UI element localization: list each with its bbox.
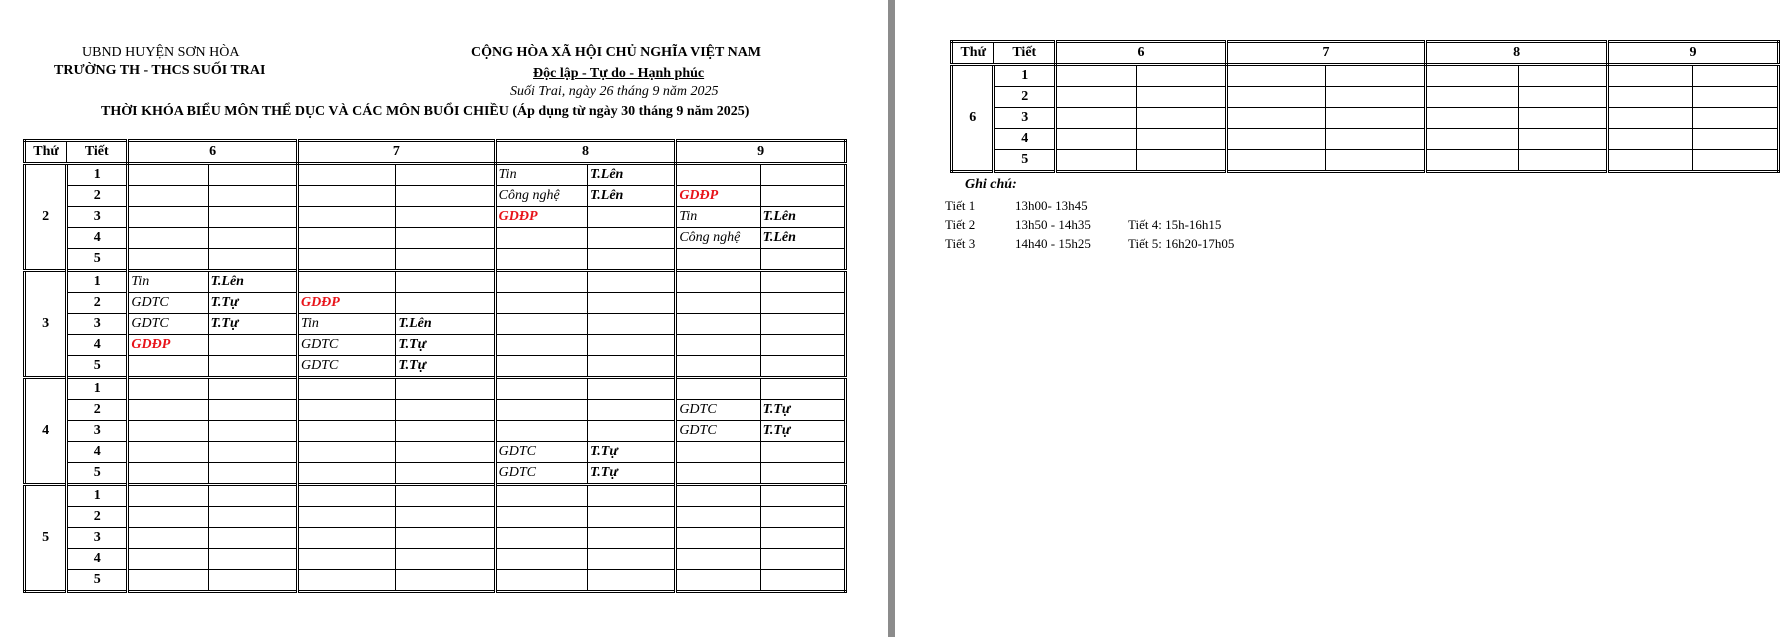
timetable-row: [25, 421, 846, 442]
timetable-row: [25, 293, 846, 314]
period-cell: 2: [67, 507, 128, 528]
period-cell: 4: [994, 129, 1056, 150]
timetable-row: [952, 65, 1779, 87]
teacher-cell: [396, 249, 495, 271]
subject-cell: [495, 400, 587, 421]
teacher-cell: [760, 507, 845, 528]
teacher-cell: [588, 485, 676, 507]
timetable-row: [952, 150, 1779, 172]
teacher-cell: [760, 186, 845, 207]
teacher-cell: [760, 356, 845, 378]
teacher-cell: [588, 271, 676, 293]
timetable-row: [25, 549, 846, 570]
teacher-cell: [208, 400, 297, 421]
subject-cell: [495, 356, 587, 378]
subject-cell: [297, 570, 395, 592]
subject-cell: [1608, 129, 1693, 150]
teacher-cell: [208, 356, 297, 378]
teacher-cell: [208, 335, 297, 356]
teacher-cell: [396, 228, 495, 249]
subject-cell: GDTC: [297, 356, 395, 378]
teacher-cell: [588, 207, 676, 228]
teacher-cell: T.Tự: [760, 400, 845, 421]
day-cell: 3: [25, 271, 67, 378]
day-cell: 4: [25, 378, 67, 485]
subject-cell: [1608, 87, 1693, 108]
period-cell: 5: [67, 249, 128, 271]
grade-8-header: 8: [495, 141, 676, 164]
teacher-cell: [208, 549, 297, 570]
teacher-cell: [1519, 129, 1608, 150]
subject-cell: [495, 378, 587, 400]
subject-cell: [1426, 150, 1519, 172]
date-line: Suối Trai, ngày 26 tháng 9 năm 2025: [510, 84, 719, 99]
teacher-cell: [760, 485, 845, 507]
col-period-header: Tiết: [994, 42, 1056, 65]
timetable-left: [23, 139, 847, 593]
timetable-row: [25, 271, 846, 293]
teacher-cell: [1326, 65, 1426, 87]
period-cell: 4: [67, 228, 128, 249]
subject-cell: [1426, 65, 1519, 87]
page-right: [895, 0, 1792, 637]
district-name: UBND HUYỆN SƠN HÒA: [82, 45, 240, 60]
period-cell: 5: [67, 570, 128, 592]
teacher-cell: [760, 463, 845, 485]
teacher-cell: [396, 271, 495, 293]
teacher-cell: T.Lên: [396, 314, 495, 335]
period-cell: 2: [994, 87, 1056, 108]
subject-cell: [495, 271, 587, 293]
teacher-cell: [1136, 87, 1226, 108]
period-cell: 1: [67, 485, 128, 507]
subject-cell: [128, 249, 208, 271]
teacher-cell: [760, 249, 845, 271]
subject-cell: [676, 485, 760, 507]
teacher-cell: [396, 463, 495, 485]
subject-cell: [676, 314, 760, 335]
subject-cell: [495, 293, 587, 314]
teacher-cell: T.Tự: [396, 356, 495, 378]
subject-cell: [297, 528, 395, 549]
teacher-cell: [1692, 150, 1778, 172]
subject-cell: [676, 549, 760, 570]
subject-cell: GDTC: [495, 463, 587, 485]
subject-cell: Tin: [676, 207, 760, 228]
col-day-header: Thứ: [952, 42, 994, 65]
subject-cell: [297, 228, 395, 249]
timetable-row: [952, 108, 1779, 129]
subject-cell: [1426, 108, 1519, 129]
subject-cell: [495, 421, 587, 442]
teacher-cell: [396, 207, 495, 228]
subject-cell: [1608, 108, 1693, 129]
subject-cell: [495, 314, 587, 335]
subject-cell: [297, 442, 395, 463]
teacher-cell: [1136, 65, 1226, 87]
subject-cell: [495, 549, 587, 570]
period-cell: 4: [67, 549, 128, 570]
period-cell: 5: [67, 463, 128, 485]
timetable-row: [25, 507, 846, 528]
teacher-cell: [760, 442, 845, 463]
teacher-cell: [396, 421, 495, 442]
subject-cell: [297, 378, 395, 400]
teacher-cell: [396, 570, 495, 592]
teacher-cell: [208, 249, 297, 271]
subject-cell: Công nghệ: [495, 186, 587, 207]
timetable-row: [25, 528, 846, 549]
teacher-cell: [760, 528, 845, 549]
teacher-cell: [760, 293, 845, 314]
subject-cell: GDĐP: [495, 207, 587, 228]
teacher-cell: [1519, 150, 1608, 172]
subject-cell: GDTC: [128, 314, 208, 335]
timetable-row: [952, 129, 1779, 150]
teacher-cell: T.Lên: [760, 228, 845, 249]
teacher-cell: [396, 186, 495, 207]
teacher-cell: [588, 507, 676, 528]
teacher-cell: [760, 164, 845, 186]
subject-cell: Tin: [297, 314, 395, 335]
teacher-cell: T.Tự: [588, 442, 676, 463]
subject-cell: [128, 186, 208, 207]
subject-cell: [128, 507, 208, 528]
teacher-cell: [208, 528, 297, 549]
subject-cell: [1226, 65, 1325, 87]
period-cell: 2: [67, 186, 128, 207]
day-cell: 6: [952, 65, 994, 172]
grade-7-header: 7: [297, 141, 495, 164]
timetable-row: [25, 314, 846, 335]
timetable-row: [25, 400, 846, 421]
teacher-cell: [760, 271, 845, 293]
teacher-cell: [208, 207, 297, 228]
note-period-1-label: Tiết 1: [945, 198, 976, 213]
period-cell: 5: [67, 356, 128, 378]
teacher-cell: [1326, 108, 1426, 129]
subject-cell: [297, 400, 395, 421]
timetable-right: [950, 40, 1780, 173]
teacher-cell: T.Lên: [588, 186, 676, 207]
subject-cell: [495, 249, 587, 271]
teacher-cell: [588, 378, 676, 400]
subject-cell: [297, 164, 395, 186]
teacher-cell: [1519, 108, 1608, 129]
subject-cell: GDTC: [676, 400, 760, 421]
teacher-cell: T.Tự: [760, 421, 845, 442]
subject-cell: [676, 271, 760, 293]
subject-cell: [1426, 87, 1519, 108]
subject-cell: Công nghệ: [676, 228, 760, 249]
period-cell: 3: [67, 421, 128, 442]
subject-cell: [495, 485, 587, 507]
timetable-row: [25, 378, 846, 400]
teacher-cell: T.Tự: [588, 463, 676, 485]
teacher-cell: [396, 485, 495, 507]
subject-cell: [297, 421, 395, 442]
subject-cell: [128, 378, 208, 400]
subject-cell: [128, 549, 208, 570]
subject-cell: [495, 570, 587, 592]
subject-cell: [1426, 129, 1519, 150]
teacher-cell: T.Tự: [396, 335, 495, 356]
teacher-cell: [588, 335, 676, 356]
teacher-cell: [208, 378, 297, 400]
teacher-cell: [208, 442, 297, 463]
subject-cell: [676, 164, 760, 186]
teacher-cell: [588, 293, 676, 314]
subject-cell: Tin: [495, 164, 587, 186]
teacher-cell: [588, 400, 676, 421]
subject-cell: [495, 528, 587, 549]
period-cell: 2: [67, 400, 128, 421]
teacher-cell: [588, 570, 676, 592]
timetable-row: [25, 463, 846, 485]
timetable-row: [952, 87, 1779, 108]
teacher-cell: [1326, 150, 1426, 172]
period-cell: 1: [67, 271, 128, 293]
timetable-row: [25, 442, 846, 463]
teacher-cell: T.Tự: [208, 314, 297, 335]
note-period-4: Tiết 4: 15h-16h15: [1128, 217, 1222, 232]
subject-cell: GDĐP: [676, 186, 760, 207]
period-cell: 4: [67, 335, 128, 356]
teacher-cell: [208, 186, 297, 207]
subject-cell: [297, 207, 395, 228]
subject-cell: [676, 463, 760, 485]
teacher-cell: [760, 570, 845, 592]
teacher-cell: [208, 485, 297, 507]
subject-cell: [1056, 129, 1137, 150]
subject-cell: [1226, 129, 1325, 150]
teacher-cell: T.Lên: [208, 271, 297, 293]
grade-9-header: 9: [1608, 42, 1779, 65]
period-cell: 4: [67, 442, 128, 463]
teacher-cell: [1326, 129, 1426, 150]
subject-cell: [128, 485, 208, 507]
notes-title: Ghi chú:: [965, 177, 1017, 192]
subject-cell: GDĐP: [297, 293, 395, 314]
period-cell: 1: [994, 65, 1056, 87]
subject-cell: [128, 463, 208, 485]
teacher-cell: [1326, 87, 1426, 108]
subject-cell: [297, 549, 395, 570]
subject-cell: [297, 186, 395, 207]
teacher-cell: [1519, 65, 1608, 87]
teacher-cell: [208, 463, 297, 485]
grade-8-header: 8: [1426, 42, 1608, 65]
teacher-cell: [396, 507, 495, 528]
subject-cell: [676, 507, 760, 528]
timetable-row: [25, 207, 846, 228]
subject-cell: [128, 356, 208, 378]
teacher-cell: [396, 400, 495, 421]
teacher-cell: [396, 442, 495, 463]
period-cell: 1: [67, 378, 128, 400]
motto: Độc lập - Tự do - Hạnh phúc: [533, 66, 705, 81]
teacher-cell: [396, 164, 495, 186]
subject-cell: Tin: [128, 271, 208, 293]
note-period-2-label: Tiết 2: [945, 217, 976, 232]
subject-cell: [128, 421, 208, 442]
period-cell: 5: [994, 150, 1056, 172]
nation-title: CỘNG HÒA XÃ HỘI CHỦ NGHĨA VIỆT NAM: [471, 45, 762, 60]
subject-cell: [297, 507, 395, 528]
teacher-cell: [1136, 150, 1226, 172]
subject-cell: GDTC: [128, 293, 208, 314]
subject-cell: [297, 249, 395, 271]
teacher-cell: T.Lên: [760, 207, 845, 228]
teacher-cell: [396, 293, 495, 314]
col-period-header: Tiết: [67, 141, 128, 164]
subject-cell: [676, 442, 760, 463]
teacher-cell: [588, 421, 676, 442]
subject-cell: [128, 570, 208, 592]
teacher-cell: [588, 356, 676, 378]
note-period-1-time: 13h00- 13h45: [1015, 198, 1088, 213]
teacher-cell: [1692, 87, 1778, 108]
timetable-row: [25, 249, 846, 271]
grade-6-header: 6: [128, 141, 298, 164]
subject-cell: [676, 249, 760, 271]
subject-cell: [1056, 65, 1137, 87]
subject-cell: [676, 570, 760, 592]
teacher-cell: [760, 335, 845, 356]
teacher-cell: T.Tự: [208, 293, 297, 314]
period-cell: 3: [67, 207, 128, 228]
teacher-cell: [1519, 87, 1608, 108]
subject-cell: [676, 356, 760, 378]
subject-cell: [1226, 150, 1325, 172]
teacher-cell: [1692, 108, 1778, 129]
note-period-2-time: 13h50 - 14h35: [1015, 217, 1091, 232]
subject-cell: [495, 507, 587, 528]
teacher-cell: [760, 314, 845, 335]
subject-cell: [128, 207, 208, 228]
teacher-cell: [1692, 129, 1778, 150]
subject-cell: [1608, 150, 1693, 172]
teacher-cell: [208, 421, 297, 442]
note-period-3-time: 14h40 - 15h25: [1015, 236, 1091, 251]
grade-7-header: 7: [1226, 42, 1425, 65]
subject-cell: [495, 335, 587, 356]
subject-cell: [676, 335, 760, 356]
subject-cell: [297, 463, 395, 485]
subject-cell: [1226, 87, 1325, 108]
day-cell: 2: [25, 164, 67, 271]
period-cell: 1: [67, 164, 128, 186]
day-cell: 5: [25, 485, 67, 592]
school-name: TRƯỜNG TH - THCS SUỐI TRAI: [54, 63, 266, 78]
teacher-cell: T.Lên: [588, 164, 676, 186]
subject-cell: [1056, 87, 1137, 108]
teacher-cell: [760, 378, 845, 400]
subject-cell: [297, 485, 395, 507]
period-cell: 2: [67, 293, 128, 314]
teacher-cell: [588, 314, 676, 335]
page-left: [0, 0, 888, 637]
subject-cell: GDTC: [297, 335, 395, 356]
teacher-cell: [396, 528, 495, 549]
timetable-row: [25, 186, 846, 207]
subject-cell: GDĐP: [128, 335, 208, 356]
subject-cell: [676, 528, 760, 549]
teacher-cell: [588, 228, 676, 249]
teacher-cell: [208, 228, 297, 249]
period-cell: 3: [67, 528, 128, 549]
subject-cell: [1608, 65, 1693, 87]
subject-cell: [676, 293, 760, 314]
grade-6-header: 6: [1056, 42, 1227, 65]
teacher-cell: [208, 164, 297, 186]
subject-cell: [128, 164, 208, 186]
timetable-row: [25, 570, 846, 592]
teacher-cell: [208, 507, 297, 528]
note-period-5: Tiết 5: 16h20-17h05: [1128, 236, 1235, 251]
timetable-row: [25, 164, 846, 186]
teacher-cell: [396, 549, 495, 570]
subject-cell: [1226, 108, 1325, 129]
teacher-cell: [208, 570, 297, 592]
subject-cell: [297, 271, 395, 293]
document-title: THỜI KHÓA BIỂU MÔN THỂ DỤC VÀ CÁC MÔN BUỔI CHIỀU (Áp dụng từ ngày 30 tháng 9 năm 2025): [101, 104, 750, 119]
page-separator: [888, 0, 895, 637]
period-cell: 3: [994, 108, 1056, 129]
teacher-cell: [588, 249, 676, 271]
subject-cell: GDTC: [676, 421, 760, 442]
col-day-header: Thứ: [25, 141, 67, 164]
subject-cell: [495, 228, 587, 249]
teacher-cell: [760, 549, 845, 570]
timetable-row: [25, 485, 846, 507]
timetable-row: [25, 356, 846, 378]
timetable-row: [25, 228, 846, 249]
teacher-cell: [588, 528, 676, 549]
subject-cell: [128, 400, 208, 421]
subject-cell: [1056, 108, 1137, 129]
teacher-cell: [1692, 65, 1778, 87]
period-cell: 3: [67, 314, 128, 335]
teacher-cell: [588, 549, 676, 570]
grade-9-header: 9: [676, 141, 846, 164]
subject-cell: [128, 528, 208, 549]
subject-cell: [128, 442, 208, 463]
subject-cell: GDTC: [495, 442, 587, 463]
subject-cell: [676, 378, 760, 400]
teacher-cell: [1136, 129, 1226, 150]
subject-cell: [1056, 150, 1137, 172]
subject-cell: [128, 228, 208, 249]
note-period-3-label: Tiết 3: [945, 236, 976, 251]
teacher-cell: [1136, 108, 1226, 129]
timetable-row: [25, 335, 846, 356]
teacher-cell: [396, 378, 495, 400]
